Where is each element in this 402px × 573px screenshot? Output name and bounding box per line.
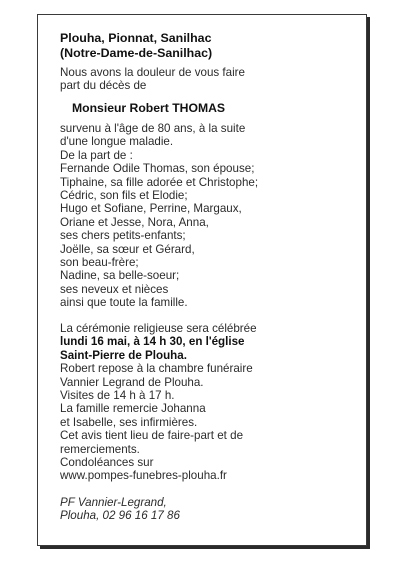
deceased-name: Monsieur Robert THOMAS	[72, 101, 226, 115]
heading-line: Plouha, Pionnat, Sanilhac	[60, 31, 212, 45]
body-line: Visites de 14 h à 17 h.	[60, 389, 175, 403]
body-line: Hugo et Sofiane, Perrine, Margaux,	[60, 202, 242, 216]
body-line: ses neveux et nièces	[60, 282, 169, 296]
location-heading	[60, 31, 212, 61]
body-line: Vannier Legrand de Plouha.	[60, 375, 204, 389]
ceremony-date: lundi 16 mai, à 14 h 30, en l'église	[60, 335, 245, 349]
body-line: Nadine, sa belle-soeur;	[60, 269, 180, 283]
condolence-url: www.pompes-funebres-plouha.fr	[60, 469, 227, 483]
intro-line: part du décès de	[60, 79, 147, 93]
funeral-home-name: PF Vannier-Legrand,	[60, 496, 167, 509]
funeral-home-signature	[60, 496, 180, 523]
body-line: Oriane et Jesse, Nora, Anna,	[60, 215, 209, 229]
heading-line: (Notre-Dame-de-Sanilhac)	[60, 46, 213, 60]
body-line: ses chers petits-enfants;	[60, 229, 186, 243]
body-line: La cérémonie religieuse sera célébrée	[60, 322, 257, 335]
body-line: et Isabelle, ses infirmières.	[60, 415, 198, 429]
funeral-home-phone: Plouha, 02 96 16 17 86	[60, 509, 180, 523]
body-line: Condoléances sur	[60, 456, 154, 470]
body-line: Tiphaine, sa fille adorée et Christophe;	[60, 175, 259, 189]
body-line: Fernande Odile Thomas, son épouse;	[60, 162, 255, 176]
body-line: Joëlle, sa sœur et Gérard,	[60, 242, 195, 256]
body-line: De la part de :	[60, 148, 133, 162]
body-line: Cédric, son fils et Elodie;	[60, 189, 188, 203]
body-line: Cet avis tient lieu de faire-part et de	[60, 429, 244, 443]
obituary-notice	[37, 14, 367, 546]
body-line: d'une longue maladie.	[60, 135, 174, 149]
ceremony-paragraph	[60, 322, 257, 483]
body-line: ainsi que toute la famille.	[60, 296, 188, 310]
family-paragraph	[60, 122, 258, 310]
body-line: Robert repose à la chambre funéraire	[60, 362, 253, 376]
body-line: son beau-frère;	[60, 256, 139, 270]
intro-text	[60, 66, 245, 93]
body-line: survenu à l'âge de 80 ans, à la suite	[60, 122, 246, 135]
body-line: La famille remercie Johanna	[60, 402, 206, 416]
body-line: remerciements.	[60, 442, 140, 456]
intro-line: Nous avons la douleur de vous faire	[60, 66, 245, 79]
ceremony-church: Saint-Pierre de Plouha.	[60, 348, 187, 362]
